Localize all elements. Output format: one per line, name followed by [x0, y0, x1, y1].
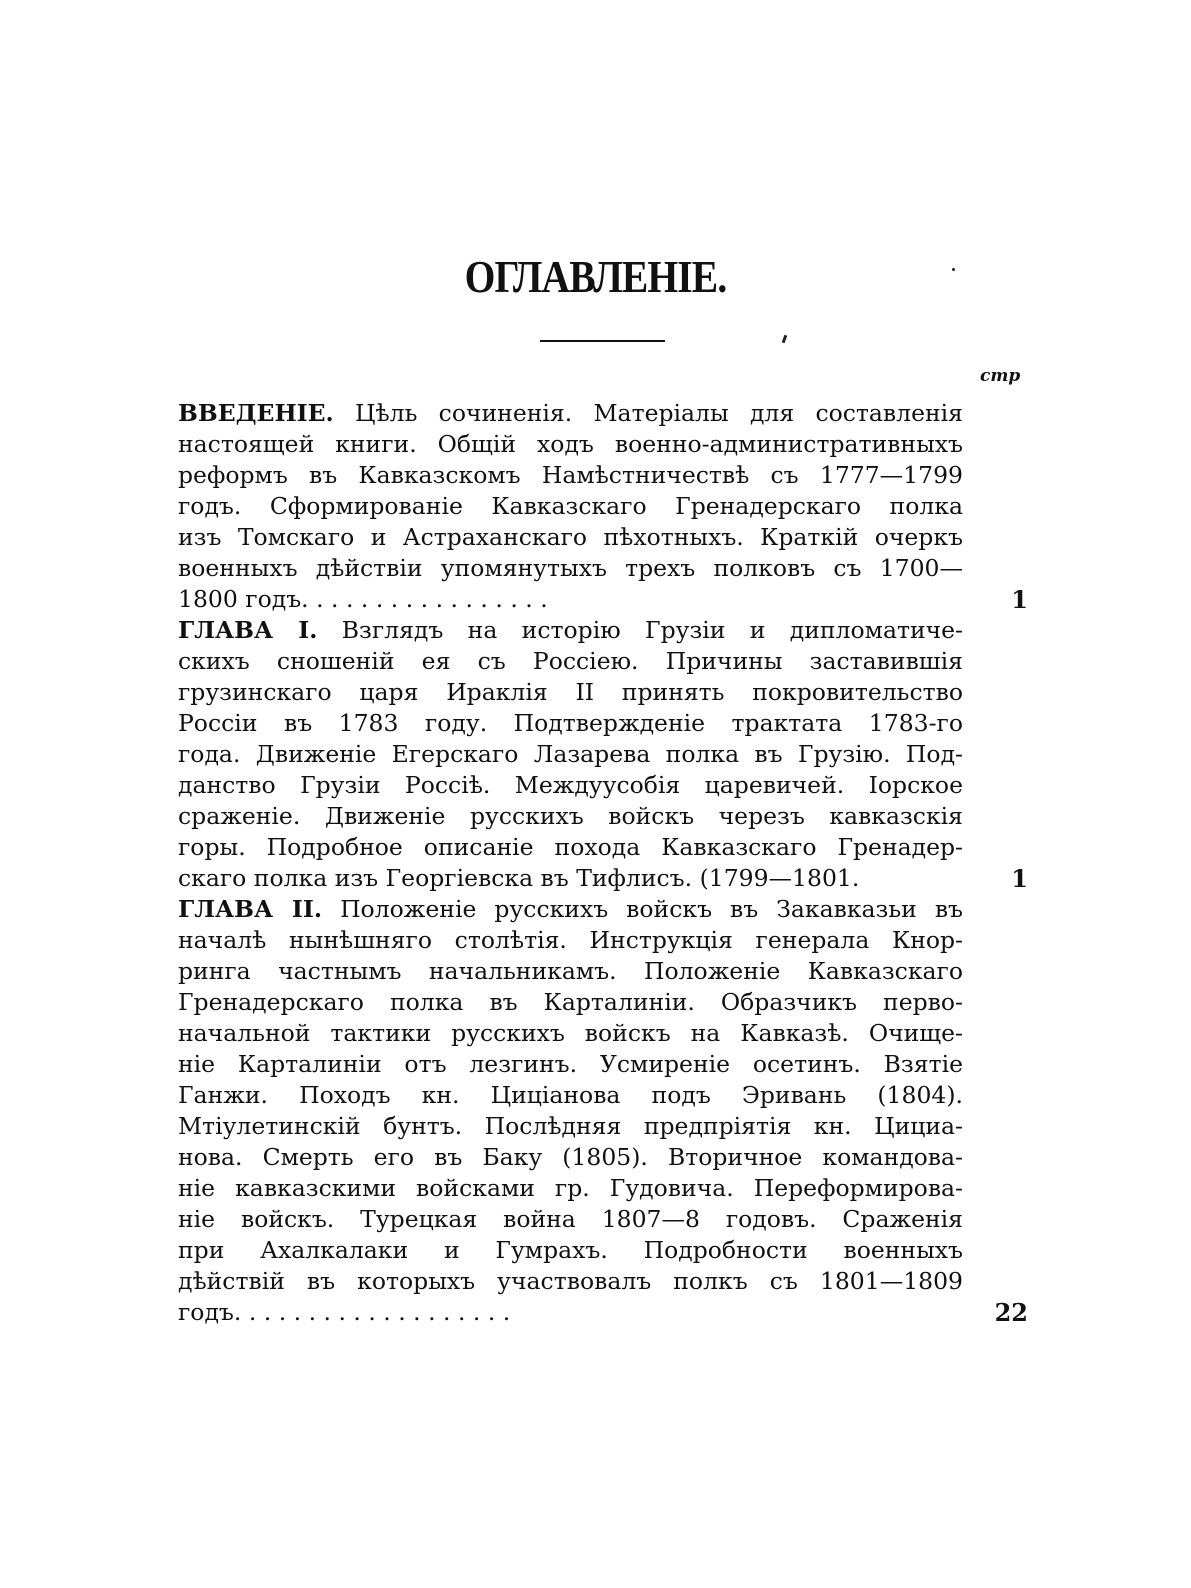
toc-line	[178, 491, 963, 522]
toc-line	[178, 770, 963, 801]
toc-line	[178, 1204, 963, 1235]
table-of-contents	[178, 398, 1028, 1328]
toc-line	[178, 987, 963, 1018]
toc-entry	[178, 615, 1028, 894]
toc-line	[178, 708, 963, 739]
toc-line	[178, 677, 963, 708]
toc-line-text: Ганжи. Походъ кн. Цицiанова подъ Эривань (1804).	[178, 1081, 963, 1109]
page-title: ОГЛАВЛЕНІЕ.	[464, 251, 727, 302]
toc-line-text: при Ахалкалаки и Гумрахъ. Подробности военныхъ	[178, 1236, 963, 1264]
toc-line-text: сраженіе. Движеніе русскихъ войскъ черезъ кавказскія	[178, 802, 963, 830]
toc-line-text: военныхъ дѣйствіи упомянутыхъ трехъ полковъ съ 1700—	[178, 554, 963, 582]
toc-line	[178, 894, 963, 925]
toc-entry	[178, 398, 1028, 615]
title-rule	[540, 340, 665, 342]
toc-line	[178, 832, 963, 863]
toc-line-text: ніе войскъ. Турецкая война 1807—8 годовъ. Сраженія	[178, 1205, 963, 1233]
toc-line-text: годъ. . . . . . . . . . . . . . . . . . .	[178, 1298, 511, 1326]
toc-line	[178, 1142, 963, 1173]
toc-line	[178, 553, 963, 584]
toc-line-text: 1800 годъ. . . . . . . . . . . . . . . . .	[178, 585, 548, 613]
toc-entry-heading: ГЛАВА I.	[178, 616, 318, 644]
toc-line	[178, 739, 963, 770]
toc-line	[178, 1111, 963, 1142]
toc-line	[178, 925, 963, 956]
toc-line-text: Взглядъ на исторію Грузіи и дипломатиче-	[317, 616, 963, 644]
toc-line	[178, 522, 963, 553]
toc-line-text: настоящей книги. Общій ходъ военно-административныхъ	[178, 430, 963, 458]
toc-line-text: нова. Смерть его въ Баку (1805). Вторичное командова-	[178, 1143, 963, 1171]
toc-line-text: началѣ нынѣшняго столѣтія. Инструкція генерала Кнор-	[178, 926, 963, 954]
toc-line	[178, 1235, 963, 1266]
toc-line	[178, 1018, 963, 1049]
toc-line	[178, 1173, 963, 1204]
toc-line	[178, 646, 963, 677]
toc-line-text: данство Грузіи Россіѣ. Междуусобія царевичей. Іорское	[178, 771, 963, 799]
toc-line	[178, 956, 963, 987]
toc-line-text: грузинскаго царя Ираклія II принять покровительство	[178, 678, 963, 706]
toc-line-text: горы. Подробное описаніе похода Кавказскаго Гренадер-	[178, 833, 963, 861]
toc-line	[178, 801, 963, 832]
toc-line	[178, 863, 963, 894]
print-speck	[782, 335, 788, 344]
toc-line-text: ніе Карталиніи отъ лезгинъ. Усмиреніе осетинъ. Взятіе	[178, 1050, 963, 1078]
toc-line	[178, 1049, 963, 1080]
toc-line-text: Гренадерскаго полка въ Карталиніи. Образчикъ перво-	[178, 988, 963, 1016]
toc-line	[178, 429, 963, 460]
toc-line-text: реформъ въ Кавказскомъ Намѣстничествѣ съ 1777—1799	[178, 461, 963, 489]
toc-line-text: скаго полка изъ Георгіевска въ Тифлисъ. (1799—1801.	[178, 864, 860, 892]
page-column-label: стр	[980, 366, 1021, 386]
toc-page-number: 1	[1011, 864, 1028, 893]
toc-line-text: ніе кавказскими войсками гр. Гудовича. Переформирова-	[178, 1174, 963, 1202]
toc-line	[178, 584, 963, 615]
toc-line-text: начальной тактики русскихъ войскъ на Кавказѣ. Очище-	[178, 1019, 963, 1047]
toc-line	[178, 615, 963, 646]
toc-entry-heading: ВВЕДЕНІЕ.	[178, 399, 334, 427]
toc-line	[178, 460, 963, 491]
toc-page-number: 1	[1011, 585, 1028, 614]
toc-line-text: Россіи въ 1783 году. Подтвержденіе трактата 1783-го	[178, 709, 963, 737]
toc-entry	[178, 894, 1028, 1328]
toc-line-text: Мтіулетинскій бунтъ. Послѣдняя предпріятія кн. Цициа-	[178, 1112, 963, 1140]
toc-line-text: годъ. Сформированіе Кавказскаго Гренадерскаго полка	[178, 492, 963, 520]
toc-line	[178, 398, 963, 429]
toc-line-text: изъ Томскаго и Астраханскаго пѣхотныхъ. Краткій очеркъ	[178, 523, 963, 551]
toc-line	[178, 1297, 963, 1328]
toc-line-text: года. Движеніе Егерскаго Лазарева полка въ Грузію. Под-	[178, 740, 963, 768]
toc-line-text: скихъ сношеній ея съ Россіею. Причины заставившія	[178, 647, 963, 675]
toc-line-text: Цѣль сочиненія. Матеріалы для составленія	[333, 399, 963, 427]
toc-entry-heading: ГЛАВА II.	[178, 895, 323, 923]
toc-line-text: дѣйствій въ которыхъ участвовалъ полкъ съ 1801—1809	[178, 1267, 963, 1295]
toc-line	[178, 1080, 963, 1111]
toc-line-text: ринга частнымъ начальникамъ. Положеніе Кавказскаго	[178, 957, 963, 985]
toc-page-number: 22	[994, 1298, 1028, 1327]
print-speck	[952, 268, 955, 271]
toc-line	[178, 1266, 963, 1297]
toc-line-text: Положеніе русскихъ войскъ въ Закавказьи въ	[322, 895, 963, 923]
